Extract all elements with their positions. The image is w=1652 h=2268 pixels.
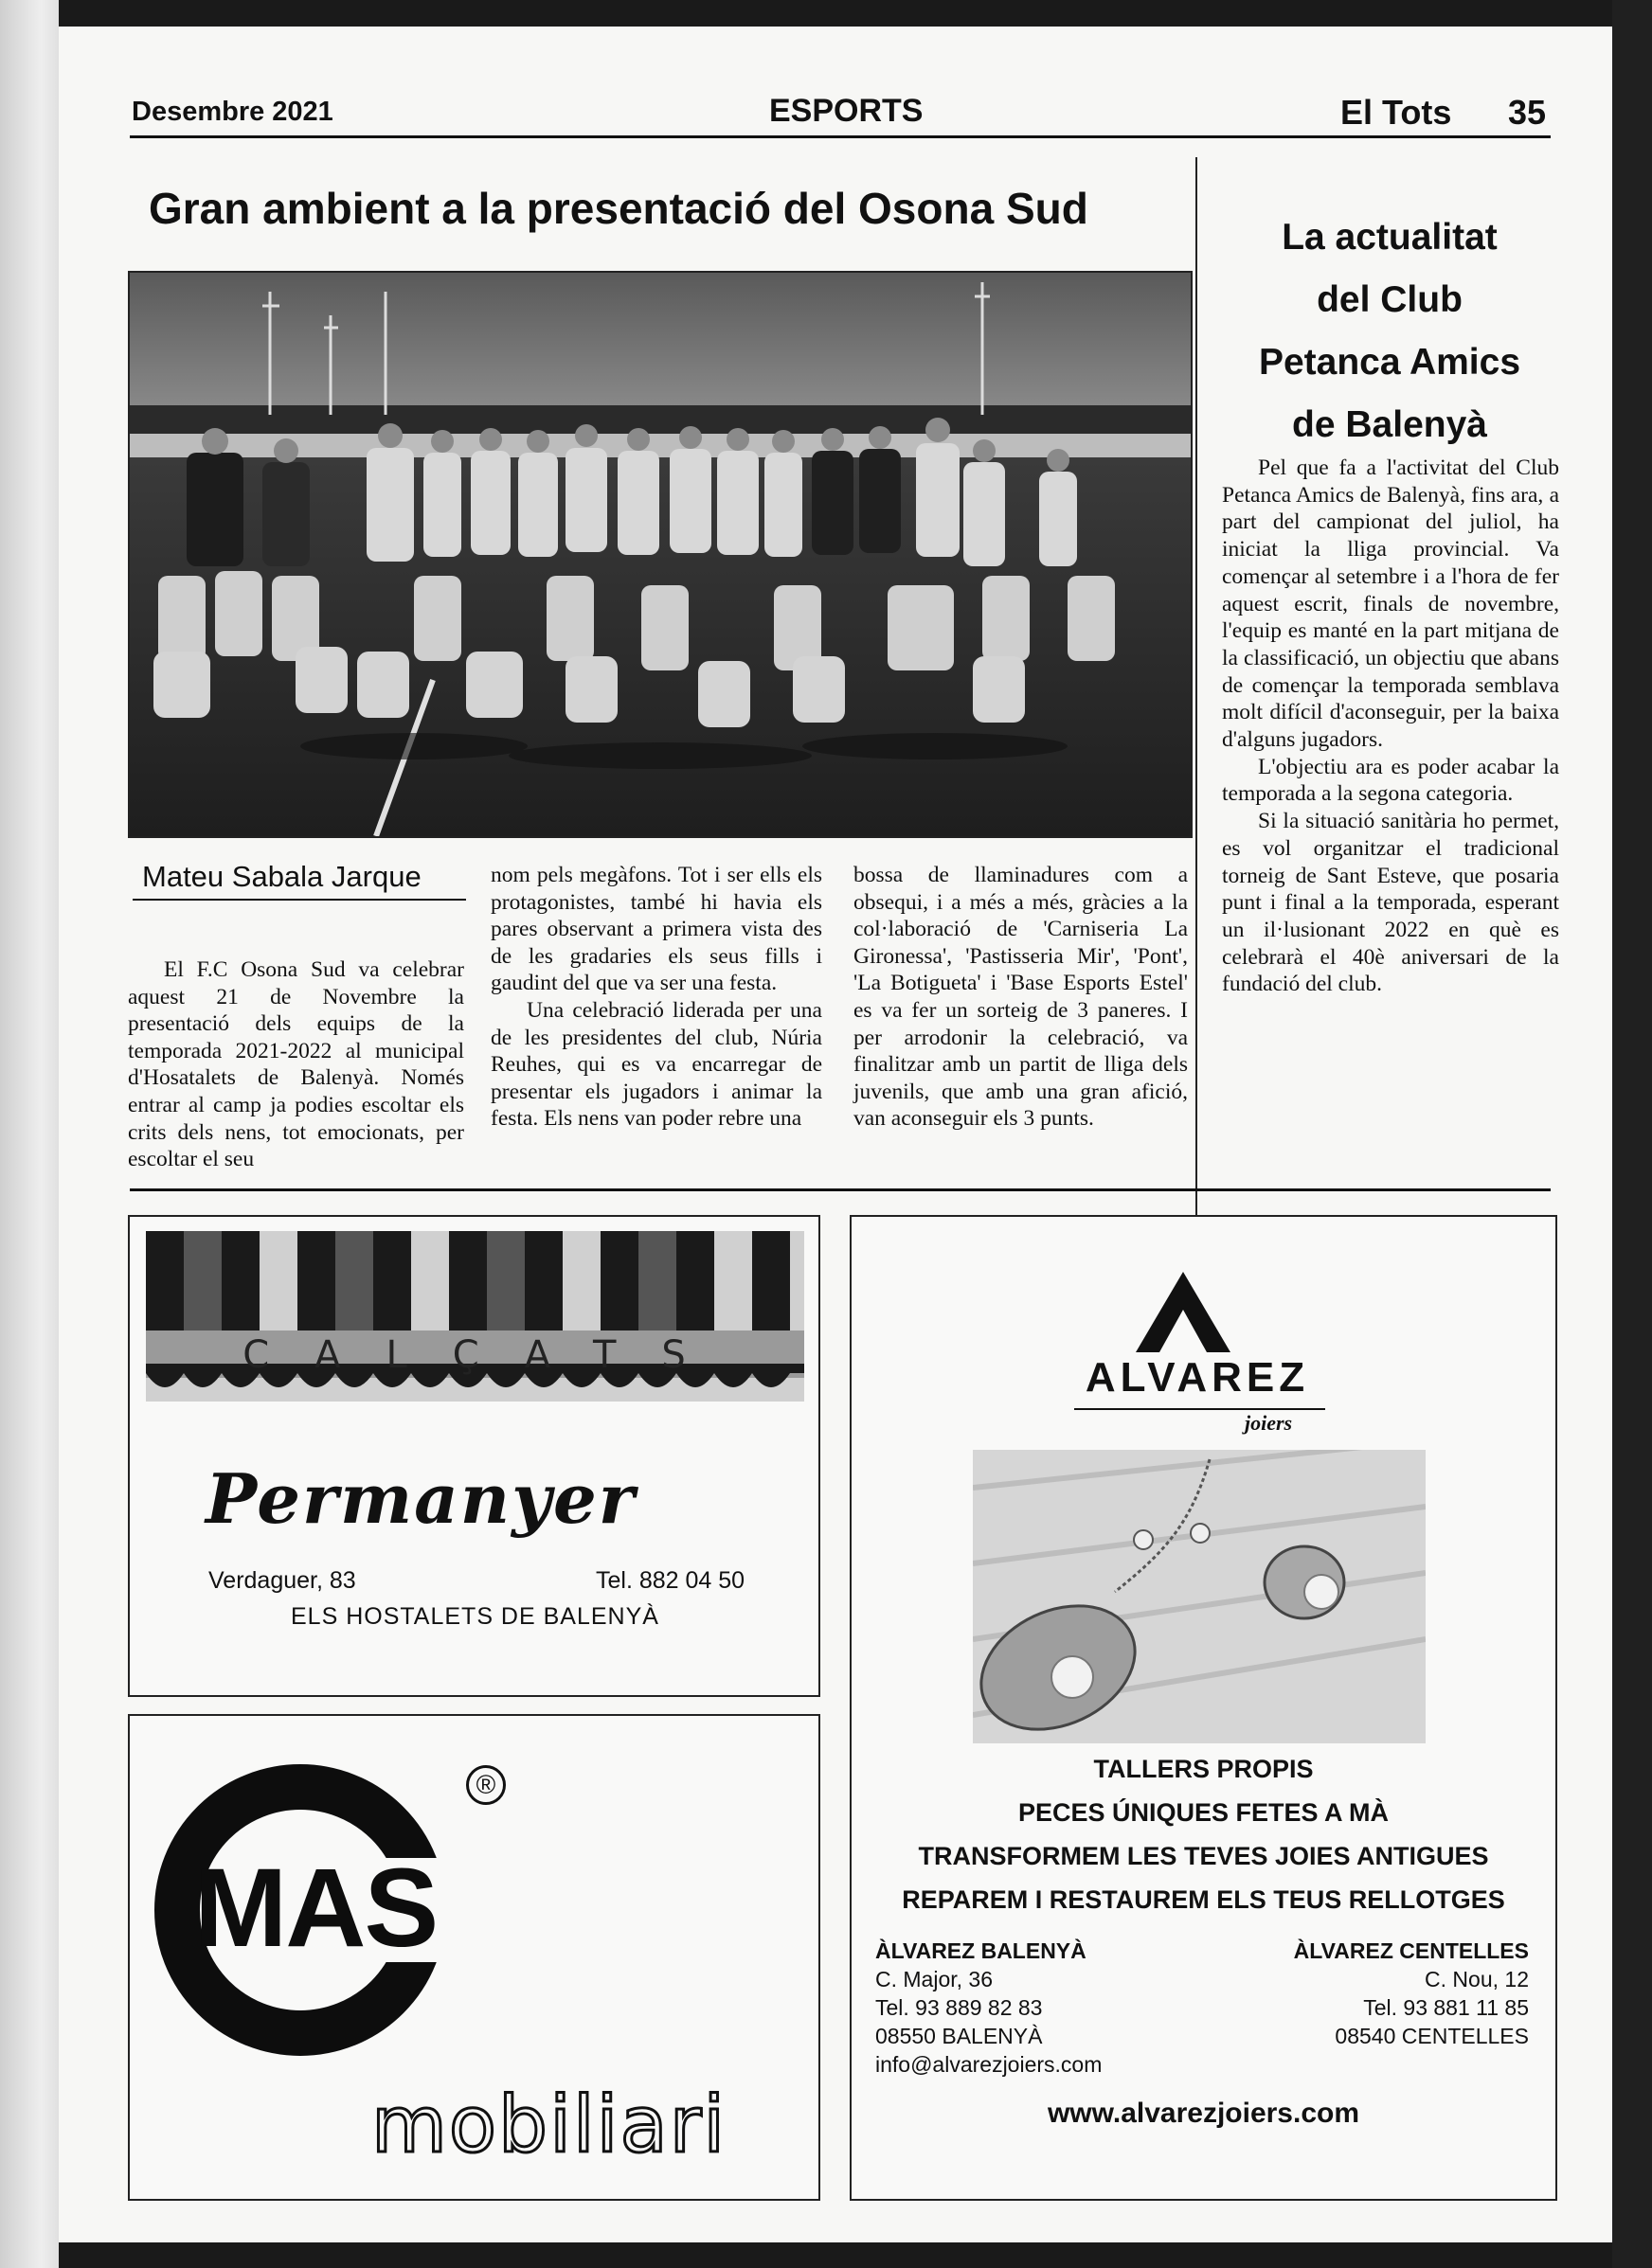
header-date: Desembre 2021 — [132, 97, 333, 127]
header-rule — [130, 135, 1551, 138]
awning-graphic — [146, 1231, 804, 1402]
alvarez-logo-icon — [1136, 1272, 1230, 1352]
alvarez-website: www.alvarezjoiers.com — [1047, 2098, 1360, 2129]
alvarez-brand-sub: joiers — [1245, 1411, 1293, 1435]
team-photo-image — [130, 273, 1191, 836]
main-article-title: Gran ambient a la presentació del Osona Sud — [149, 184, 1088, 233]
article-column-2 — [491, 862, 822, 1133]
alvarez-brand-rule — [1074, 1408, 1325, 1410]
alvarez-brand: ALVAREZ — [1085, 1354, 1310, 1401]
side-paragraph: L'objectiu ara es poder acabar la temporada a la segona categoria. — [1222, 754, 1559, 807]
shop-name: ÀLVAREZ BALENYÀ — [875, 1938, 1086, 1963]
page-spine — [0, 0, 59, 2268]
side-article-title — [1200, 206, 1579, 456]
mas-logo-text: MAS — [194, 1846, 438, 1971]
header-publication: El Tots — [1340, 93, 1452, 132]
side-title-line: Petanca Amics — [1258, 342, 1521, 383]
article-paragraph: bossa de llaminadures com a obsequi, i a més a més, gràcies a la col·laboració de 'Carniseria La Gironessa', 'Pastisseria Mir', 'Pont', 'La Botigueta' i 'Base Esports Estel' es va fer un sorteig de 3 paneres. I per arrodonir la celebració, va finalitzar amb un partit de lliga dels juvenils, que amb una gran afició, van aconseguir els 3 punts. — [853, 863, 1188, 1132]
shop-postcode: 08540 CENTELLES — [1335, 2024, 1529, 2048]
newspaper-page — [59, 27, 1612, 2242]
header-page-number: 35 — [1508, 93, 1547, 132]
shop-address: C. Nou, 12 — [1425, 1967, 1529, 1991]
alvarez-shop-centelles — [1235, 1937, 1529, 2050]
shop-postcode: 08550 BALENYÀ — [875, 2024, 1043, 2048]
permanyer-ad — [128, 1215, 820, 1697]
alvarez-line-2: PECES ÚNIQUES FETES A MÀ — [1017, 1798, 1390, 1827]
alvarez-line-3: TRANSFORMEM LES TEVES JOIES ANTIGUES — [918, 1842, 1489, 1870]
article-paragraph: nom pels megàfons. Tot i ser ells els protagonistes, també hi havia els pares observant a primera vista des de les gradaries els seus fills i gaudint del que va ser una festa. — [491, 863, 822, 996]
byline-rule — [133, 899, 466, 901]
article-paragraph: Una celebració liderada per una de les presidentes del club, Núria Reuhes, qui es va encarregar de presentar els jugadors i animar la festa. Els nens van poder rebre una — [491, 997, 822, 1132]
alvarez-ad — [850, 1215, 1557, 2201]
shop-address: C. Major, 36 — [875, 1967, 993, 1991]
section-rule — [130, 1188, 1551, 1191]
awning-text: CALÇATS — [242, 1333, 731, 1377]
jewelry-photo — [973, 1450, 1426, 1743]
permanyer-town: ELS HOSTALETS DE BALENYÀ — [291, 1603, 659, 1630]
mas-subtitle: mobiliari — [371, 2080, 727, 2170]
side-article-body — [1222, 455, 1559, 998]
side-title-line: del Club — [1317, 279, 1463, 320]
permanyer-logo: Permanyer — [206, 1458, 637, 1539]
team-photo — [128, 271, 1193, 838]
side-paragraph: Pel que fa a l'activitat del Club Petanca Amics de Balenyà, fins ara, a part del campionat del juliol, ha iniciat la lliga provincial. Va començar al setembre i a l'hora de fer aquest escrit, finals de novembre, l'equip es manté en la part mitjana de la classificació, un objectiu que abans de començar la temporada semblava molt difícil d'aconseguir, per la baixa d'alguns jugadors. — [1222, 455, 1559, 753]
page-edge — [1612, 0, 1652, 2268]
shop-email: info@alvarezjoiers.com — [875, 2052, 1103, 2077]
side-title-line: de Balenyà — [1292, 404, 1487, 445]
article-column-3 — [853, 862, 1188, 1133]
header-section: ESPORTS — [769, 93, 924, 129]
alvarez-line-4: REPAREM I RESTAUREM ELS TEUS RELLOTGES — [902, 1885, 1505, 1914]
alvarez-shop-balenya — [875, 1937, 1102, 2079]
permanyer-address: Verdaguer, 83 — [208, 1567, 356, 1594]
column-divider — [1195, 157, 1197, 1218]
article-column-1 — [128, 956, 464, 1173]
article-paragraph: El F.C Osona Sud va celebrar aquest 21 de Novembre la presentació dels equips de la temporada 2021-2022 al municipal d'Hosatalets de Balenyà. Només entrar al camp ja podies escoltar els crits dels nens, tot emocionats, per escoltar el seu — [128, 957, 464, 1172]
registered-mark: ® — [466, 1765, 506, 1805]
side-title-line: La actualitat — [1282, 217, 1498, 258]
permanyer-phone: Tel. 882 04 50 — [596, 1567, 745, 1594]
jewelry-photo-image — [973, 1450, 1426, 1743]
shop-phone: Tel. 93 881 11 85 — [1363, 1995, 1529, 2020]
shop-name: ÀLVAREZ CENTELLES — [1293, 1938, 1529, 1963]
shop-phone: Tel. 93 889 82 83 — [875, 1995, 1043, 2020]
alvarez-line-1: TALLERS PROPIS — [1093, 1755, 1314, 1783]
article-author: Mateu Sabala Jarque — [142, 860, 422, 893]
side-paragraph: Si la situació sanitària ho permet, es vol organitzar el tradicional torneig de Sant Esteve, que posaria punt i final a la temporada, esperant un il·lusionant 2022 en què es celebrarà el 40è aniversari de la fundació del club. — [1222, 809, 1559, 997]
mas-ad — [128, 1714, 820, 2201]
